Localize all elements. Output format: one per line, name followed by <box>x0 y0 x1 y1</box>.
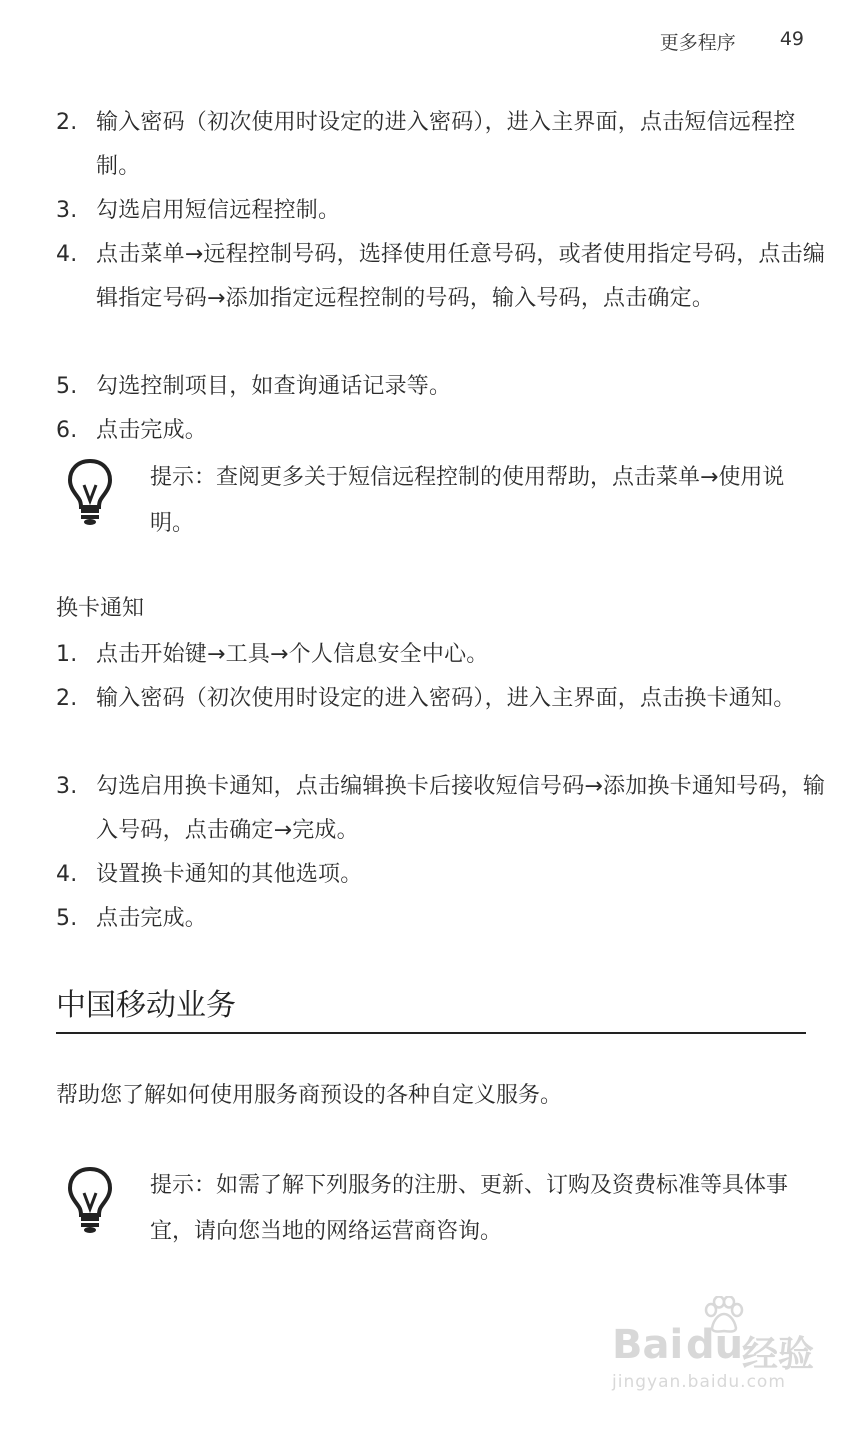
lightbulb-icon <box>66 457 114 529</box>
list-item <box>56 189 836 233</box>
list-text: 输入密码（初次使用时设定的进入密码），进入主界面，点击短信远程控制。 <box>96 110 796 179</box>
watermark-brand: Bai <box>612 1322 684 1368</box>
list-number: 3. <box>56 774 78 799</box>
list-item <box>56 365 836 409</box>
list-item <box>56 233 836 321</box>
list-item <box>56 853 836 897</box>
tip-text: 提示：查阅更多关于短信远程控制的使用帮助，点击菜单→使用说明。 <box>150 465 785 536</box>
watermark-cn: 经验 <box>742 1334 815 1375</box>
list-number: 4. <box>56 242 78 267</box>
lightbulb-icon <box>66 1165 114 1237</box>
list-text: 输入密码（初次使用时设定的进入密码），进入主界面，点击换卡通知。 <box>96 686 796 711</box>
section-title: 中国移动业务 <box>56 984 806 1034</box>
list-text: 点击完成。 <box>96 906 208 931</box>
list-item <box>56 633 836 677</box>
list-text: 点击开始键→工具→个人信息安全中心。 <box>96 642 489 667</box>
subheading: 换卡通知 <box>56 596 145 621</box>
list-text: 勾选控制项目，如查询通话记录等。 <box>96 374 452 399</box>
page-header <box>660 28 804 55</box>
list-number: 3. <box>56 198 78 223</box>
list-number: 5. <box>56 906 78 931</box>
list-number: 5. <box>56 374 78 399</box>
baidu-jingyan-watermark <box>612 1296 822 1396</box>
list-number: 2. <box>56 686 78 711</box>
watermark-brand-du: du <box>686 1322 744 1368</box>
list-number: 1. <box>56 642 78 667</box>
list-item <box>56 677 836 721</box>
list-number: 4. <box>56 862 78 887</box>
list-item <box>56 409 836 453</box>
list-text: 点击菜单→远程控制号码，选择使用任意号码，或者使用指定号码，点击编辑指定号码→添加指定远程控制的号码，输入号码，点击确定。 <box>96 242 826 311</box>
page-number: 49 <box>779 28 804 50</box>
list-number: 2. <box>56 110 78 135</box>
list-item <box>56 897 836 941</box>
intro-paragraph: 帮助您了解如何使用服务商预设的各种自定义服务。 <box>56 1083 563 1108</box>
running-header-section: 更多程序 <box>659 32 736 54</box>
list-item <box>56 101 836 189</box>
list-text: 勾选启用短信远程控制。 <box>96 198 341 223</box>
list-text: 设置换卡通知的其他选项。 <box>96 862 363 887</box>
list-text: 点击完成。 <box>96 418 208 443</box>
tip-text: 提示：如需了解下列服务的注册、更新、订购及资费标准等具体事宜，请向您当地的网络运营商咨询。 <box>150 1173 789 1244</box>
list-text: 勾选启用换卡通知，点击编辑换卡后接收短信号码→添加换卡通知号码，输入号码，点击确定→完成。 <box>96 774 826 843</box>
list-item <box>56 765 836 853</box>
list-number: 6. <box>56 418 78 443</box>
watermark-url: jingyan.baidu.com <box>612 1372 786 1392</box>
